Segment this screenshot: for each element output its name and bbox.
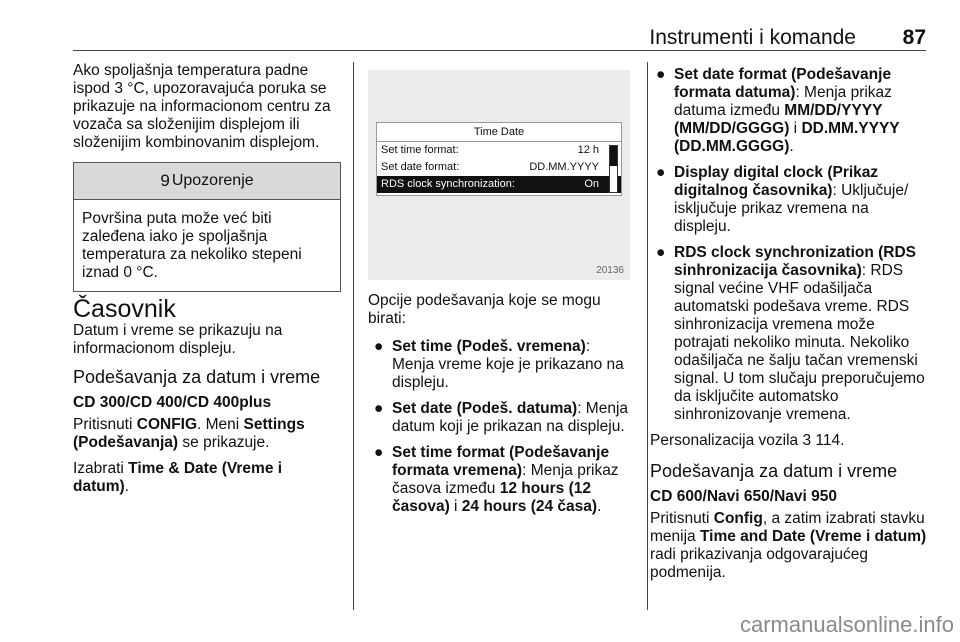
device-heading: CD 600/Navi 650/Navi 950 — [650, 488, 837, 505]
warning-header — [74, 163, 340, 200]
config-paragraph: Pritisnuti Config, a zatim izabrati stavku menija Time and Date (Vreme i datum) radi prikazivanja odgovarajućeg podmenija. — [650, 510, 927, 581]
select-paragraph: Izabrati Time & Date (Vreme i datum). — [73, 460, 283, 495]
list-item: ● Set date format (Podešavanje formata datuma): Menja prikaz datuma između MM/DD/YYYY (MM/DD/GGGG) i DD.MM.YYYY (DD.MM.GGGG). — [656, 66, 900, 155]
intro-paragraph: Ako spoljašnja temperatura padne ispod 3 °C, upozoravajuća poruka se prikazuje na informacionom centru za vozača sa složenijim displejom ili složenijim kombinovanim displejom. — [73, 62, 331, 151]
column-divider — [647, 62, 648, 610]
column-1 — [73, 62, 341, 160]
options-list — [368, 338, 636, 516]
personalization-ref: Personalizacija vozila 3 114. — [650, 432, 845, 449]
screen-row: Set date format: DD.MM.YYYY — [381, 161, 599, 173]
figure-code: 20136 — [596, 265, 624, 276]
list-item: ● RDS clock synchronization (RDS sinhronizacija časovnika): RDS signal većine VHF odašiljača automatski podešava vreme. RDS sinhronizacija vremena može potrajati nekoliko minuta. Nekoliko odašiljača ne šalju tačan vremenski signal. U tom slučaju preporučujemo da isključite automatsko sinhronizovanje vremena. — [656, 244, 925, 423]
options-intro: Opcije podešavanja koje se mogu birati: — [368, 292, 601, 327]
device-heading: CD 300/CD 400/CD 400plus — [73, 394, 272, 411]
clock-section — [73, 295, 341, 504]
screen-row: Set time format: 12 h — [381, 144, 599, 156]
options-list — [650, 66, 928, 424]
page-number: 87 — [902, 26, 926, 49]
warning-box — [73, 162, 341, 292]
screen-row-selected: RDS clock synchronization: On — [377, 176, 621, 193]
warning-text: Površina puta može već biti zaleđena iako je spoljašnja temperatura za nekoliko stepeni iznad 0 °C. — [82, 210, 302, 281]
page-header — [73, 22, 926, 51]
clock-paragraph: Datum i vreme se prikazuju na informacionom displeju. — [73, 322, 283, 357]
subsection-title: Podešavanja za datum i vreme — [650, 461, 898, 481]
list-item: ● Display digital clock (Prikaz digitalnog časovnika): Uključuje/ isključuje prikaz vremena na displeju. — [656, 164, 909, 235]
display-illustration — [368, 70, 630, 280]
column-3 — [650, 66, 928, 590]
time-date-screen — [376, 122, 622, 196]
config-paragraph: Pritisnuti CONFIG. Meni Settings (Podešavanja) se prikazuje. — [73, 416, 305, 451]
scrollbar — [609, 145, 618, 193]
watermark: carmanualsonline.info — [739, 612, 954, 637]
list-item: ● Set time format (Podešavanje formata vremena): Menja prikaz časova između 12 hours (12 časova) i 24 hours (24 časa). — [374, 444, 619, 515]
warning-title: Upozorenje — [171, 172, 254, 189]
list-item: ● Set time (Podeš. vremena): Menja vreme koje je prikazano na displeju. — [374, 338, 624, 391]
warning-icon: 9 — [160, 171, 170, 190]
screen-title: Time Date — [377, 123, 621, 142]
column-2 — [368, 292, 636, 524]
chapter-title: Instrumenti i komande — [649, 26, 856, 49]
page-ref-icon: 3 — [802, 432, 812, 449]
column-divider — [353, 62, 354, 610]
section-title: Časovnik — [73, 295, 176, 323]
list-item: ● Set date (Podeš. datuma): Menja datum koji je prikazan na displeju. — [374, 400, 629, 435]
subsection-title: Podešavanja za datum i vreme — [73, 367, 321, 387]
